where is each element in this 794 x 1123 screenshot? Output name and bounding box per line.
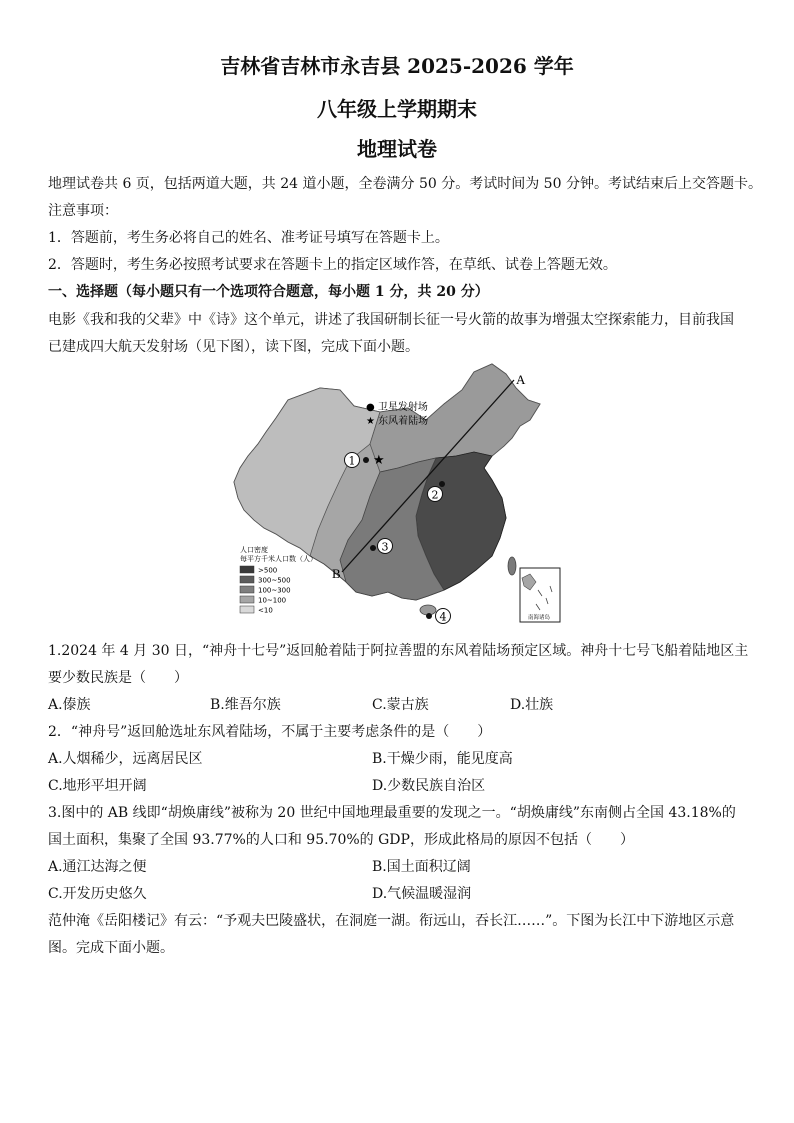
passage2-line1: 范仲淹《岳阳楼记》有云：“予观夫巴陵盛状，在洞庭一湖。衔远山，吞长江……”。下图为长江中下游地区示意 [48, 913, 735, 929]
q1-option-b[interactable]: B.维吾尔族 [210, 697, 281, 713]
density-class-label: 100~300 [258, 586, 291, 595]
exam-title-line3: 地理试卷 [357, 137, 437, 161]
notes-heading: 注意事项： [48, 203, 118, 219]
marker-2-label: 2 [431, 488, 439, 502]
q3-option-a[interactable]: A.通江达海之便 [48, 859, 147, 875]
passage-line-2: 已建成四大航天发射场（见下图），读下图，完成下面小题。 [48, 339, 419, 355]
q2-option-a[interactable]: A.人烟稀少，远离居民区 [48, 751, 203, 767]
density-legend-swatches [240, 566, 291, 615]
intro-line: 地理试卷共 6 页，包括两道大题，共 24 道小题，全卷满分 50 分。考试时间为 50 分钟。考试结束后上交答题卡。 [48, 176, 762, 192]
density-class-label: 10~100 [258, 596, 287, 605]
marker-4-label: 4 [439, 610, 447, 624]
density-swatch [240, 576, 254, 583]
china-population-density-map [230, 360, 568, 626]
q2-option-c[interactable]: C.地形平坦开阔 [48, 778, 147, 794]
exam-title-line1: 吉林省吉林市永吉县 2025-2026 学年 [220, 54, 574, 78]
launch-site-1-dot [363, 457, 369, 463]
question-3-line2: 国土面积，集聚了全国 93.77%的人口和 95.70%的 GDP，形成此格局的原因不包括（ ） [48, 832, 634, 848]
density-class-label: <10 [258, 606, 273, 615]
label-a: A [516, 372, 526, 387]
taiwan-island [508, 557, 516, 575]
launch-site-4-dot [426, 613, 432, 619]
landing-site-star: ★ [373, 453, 385, 468]
density-swatch [240, 606, 254, 613]
q3-option-c[interactable]: C.开发历史悠久 [48, 886, 147, 902]
density-legend-subtitle: 每平方千米人口数（人） [240, 555, 317, 563]
q2-option-b[interactable]: B.干燥少雨，能见度高 [372, 751, 513, 767]
density-swatch [240, 596, 254, 603]
q3-option-d[interactable]: D.气候温暖湿润 [372, 886, 472, 902]
passage-line-1: 电影《我和我的父辈》中《诗》这个单元，讲述了我国研制长征一号火箭的故事为增强太空探索能力，目前我国 [48, 312, 734, 328]
question-2-line1: 2．“神舟号”返回舱选址东风着陆场，不属于主要考虑条件的是（ ） [48, 724, 492, 740]
passage2-line2: 图。完成下面小题。 [48, 940, 174, 956]
launch-site-2-dot [439, 481, 445, 487]
q1-option-c[interactable]: C.蒙古族 [372, 697, 429, 713]
density-swatch [240, 566, 254, 573]
question-3-line1: 3.图中的 AB 线即“胡焕庸线”被称为 20 世纪中国地理最重要的发现之一。“胡焕庸线”东南侧占全国 43.18%的 [48, 805, 736, 821]
q3-option-b[interactable]: B.国土面积辽阔 [372, 859, 471, 875]
marker-1-label: 1 [348, 454, 356, 468]
inset-label: 南海诸岛 [528, 615, 551, 621]
launch-site-3-dot [370, 545, 376, 551]
question-1-line1: 1.2024 年 4 月 30 日，“神舟十七号”返回舱着陆于阿拉善盟的东风着陆场预定区域。神舟十七号飞船着陆地区主 [48, 643, 749, 659]
density-swatch [240, 586, 254, 593]
section1-heading: 一、选择题（每小题只有一个选项符合题意，每小题 1 分，共 20 分） [48, 284, 489, 300]
q2-option-d[interactable]: D.少数民族自治区 [372, 778, 486, 794]
note-1: 1．答题前，考生务必将自己的姓名、准考证号填写在答题卡上。 [48, 230, 449, 246]
density-class-label: 300~500 [258, 576, 291, 585]
marker-3-label: 3 [381, 540, 389, 554]
legend-landing-site: ★ 东风着陆场 [366, 416, 429, 427]
legend-launch-site: ● 卫星发射场 [366, 402, 428, 413]
label-b: B [332, 566, 341, 581]
question-1-line2: 要少数民族是（ ） [48, 670, 188, 686]
exam-title-line2: 八年级上学期期末 [317, 97, 477, 121]
density-legend-title: 人口密度 [240, 546, 268, 554]
note-2: 2．答题时，考生务必按照考试要求在答题卡上的指定区域作答，在草纸、试卷上答题无效。 [48, 257, 617, 273]
q1-option-a[interactable]: A.傣族 [48, 697, 91, 713]
density-class-label: >500 [258, 566, 278, 575]
q1-option-d[interactable]: D.壮族 [510, 697, 554, 713]
